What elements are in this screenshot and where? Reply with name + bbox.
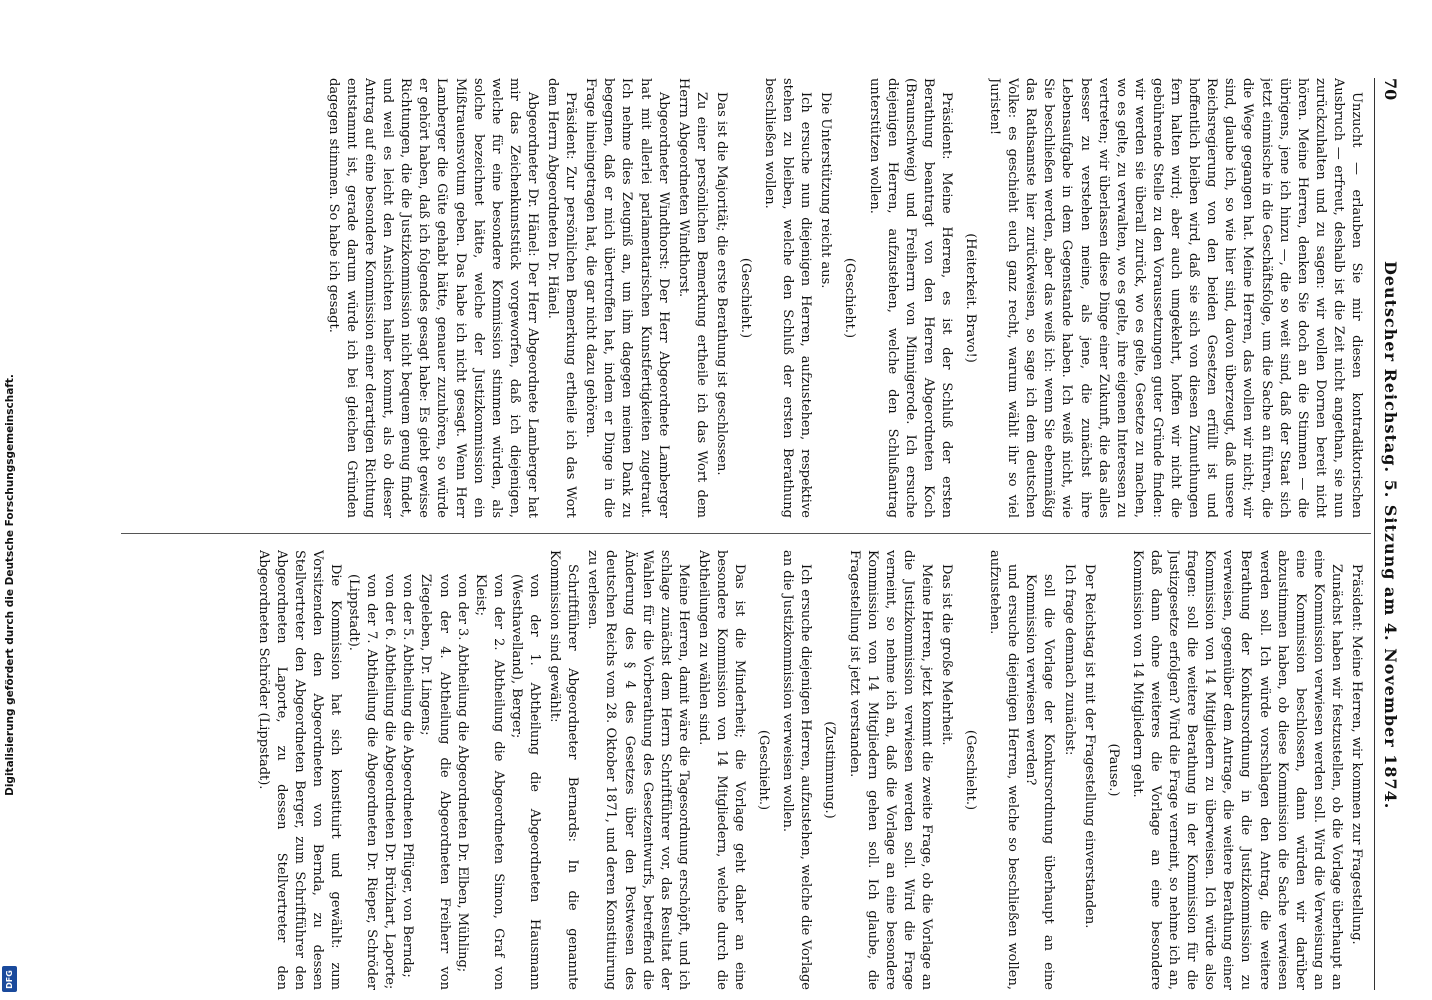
list-item: von der 6. Abtheilung die Abgeordneten Dr. Brüzhart, Laporte; — [382, 574, 398, 990]
paragraph: Meine Herren, damit wäre die Tagesordnung erschöpft, und ich schlage zunächst dem Herrn Schriftführer vor, das Resultat der Wahlen für die Vorberathung des Gesetzentwurfs, betreffend die Änderung des § 4 des Gesetzes über den Postwesen des deutschen Reichs vom 28. Oktober 1871, und deren Konstituirung zu verlesen. — [585, 550, 691, 990]
paragraph: Zunächst haben wir festzustellen, ob die Vorlage überhaupt an eine Kommission verwiesen werden soll. Wird die Verweisung an eine Kommission beschlossen, dann würden wir darüber abzustimmen haben, ob diese Kommission die Sache verwiesen werden soll. Ich würde vorschlagen den Antrag, die weitere Berathung der Konkursordnung in die Justizkommission zu verweisen, gegenüber dem Antrage, die weitere Berathung einer Kommission von 14 Mitgliedern zu überweisen. Ich würde also fragen: soll die weitere Berathung in der Kommission für die Justizgesetze erfolgen? Wird die Frage verneint, so nehme ich an, daß dann ohne weiteres die Vorlage an eine besondere Kommission von 14 Mitgliedern geht. — [1129, 550, 1344, 990]
left-column — [130, 78, 1365, 518]
paragraph: Ich ersuche diejenigen Herren, aufzustehen, welche die Vorlage an die Justizkommission verweisen wollen. — [780, 550, 814, 990]
list-item: von der 2. Abtheilung die Abgeordneten Simon, Graf von Kleist; — [472, 574, 506, 990]
paragraph: Zu einer persönlichen Bemerkung ertheile ich das Wort dem Herrn Abgeordneten Windthorst. — [675, 78, 709, 518]
stage-direction: (Zustimmung.) — [822, 721, 838, 819]
stage-direction: (Geschieht.) — [842, 257, 858, 339]
paragraph: Meine Herren, jetzt kommt die zweite Frage, ob die Vorlage an die Justizkommission verwiesen werden soll. Wird die Frage verneint, so nehme ich an, daß die Vorlage an eine besondere Kommission von 14 Mitgliedern gehen soll. Ich glaube, die Fragestellung ist jetzt verstanden. — [846, 550, 934, 990]
list-item: von der 4. Abtheilung die Abgeordneten Freiherr von Ziegeleben, Dr. Lingens; — [418, 574, 452, 990]
paragraph: Unzucht — erlauben Sie mir diesen kontradiktorischen Ausbruch — erfreut, deshalb ist die Zeit nicht angethan, sie nun zurückzuhalten und zu sagen: wir wollen Dornen bereit nicht hören. Meine Herren, denken Sie doch an die Stimmen — die übrigens, jene ich hinzu —, die so weit sind, daß der Staat sich jetzt einmische in die Geschäftsfolge, um die Sache an führen, die die Wege gegangen hat. Meine Herren, das wollen wir nicht; wir sind, glaube ich, so wie hier sind, davon überzeugt, daß unsere Reichsregierung von den beiden Gesetzen erfüllt ist und hoffentlich bleiben wird, daß sie sich von diesen Zumuthungen fern halten wird; aber auch umgekehrt, hoffen wir nicht die gebührende Stelle zu den Voraussetzungen guter Gründe finden: wir werden sie überall zurück, wo es gelte, Gesetze zu machen, wo es gelte, zu verwalten, wo es gelte, ihre eigenen Interessen zu vertreten; wir überlassen diese Dinge einer Zukunft, die das alles besser zu verstehen meine, als jene, die zunächst ihre Lebensaufgabe in dem Gegenstande haben. Ich weiß nicht, wie Sie beschließen werden, aber das weiß ich: wenn Sie ebenmäßig das Rathsamste hier zurückweisen, so sage ich dem deutschen Volke: es geschieht euch ganz recht, warum wählt ihr so viel Juristen! — [987, 78, 1364, 518]
page-header — [1374, 78, 1407, 990]
list-item: soll die Vorlage der Konkursordnung überhaupt an eine Kommission verwiesen werden? — [1023, 574, 1057, 990]
digitization-credit: Digitalisierung gefördert durch die Deutsche Forschungsgemeinschaft. — [4, 374, 16, 796]
list-item: von der 5. Abtheilung die Abgeordneten Pflüger, von Bernda; — [400, 574, 416, 978]
dfg-logo — [2, 966, 17, 992]
list-item: von der 1. Abtheilung die Abgeordneten Hausmann (Westhavelland), Berger; — [508, 574, 543, 990]
stage-direction: (Geschieht.) — [756, 729, 772, 811]
stage-direction: (Pause.) — [1105, 743, 1121, 797]
paragraph: Das ist die große Mehrheit. — [939, 564, 955, 746]
paragraph: Präsident: Meine Herren, wir kommen zur Fragestellung. — [1349, 564, 1364, 945]
paragraph: Präsident: Zur persönlichen Bemerkung ertheile ich das Wort dem Herrn Abgeordneten Dr. Hänel. — [545, 78, 579, 518]
paragraph: Abgeordneter Dr. Hänel: Der Herr Abgeordnete Lamberger hat mir das Zeichenkunststück vorgeworfen, daß ich diejenigen, welche für eine besondere Kommission stimmen würden, als solche bezeichnet hätte, welche der Justizkommission ein Mißtrauensvotum geben. Das habe ich nicht gesagt. Wenn Herr Lamberger die Güte gehabt hätte, genauer zuzuhören, so würde er gehört haben, daß ich folgendes gesagt habe: Es giebt gewisse Richtungen, die die Justizkommission nicht bequem genug findet, und weil es leicht den Ansichten halber kommt, als ob dieser Antrag auf eine besondere Kommission einer derartigen Richtung entstammt ist, gerade darum würde ich bei gleichen Gründen dagegen stimmen. So habe ich gesagt. — [325, 78, 540, 518]
column-divider — [121, 533, 1371, 534]
list-item: von der 7. Abtheilung die Abgeordneten Dr. Rieper, Schröder (Lippstadt). — [346, 574, 380, 990]
paragraph: Ich ersuche nun diejenigen Herren, aufzustehen, respektive stehen zu bleiben, welche den Schluß der ersten Berathung beschließen wollen. — [762, 78, 814, 518]
stage-direction: (Geschieht.) — [963, 729, 979, 811]
credit-strip — [0, 0, 20, 1000]
paragraph: Präsident: Meine Herren, es ist der Schluß der ersten Berathung beantragt von den Herren Abgeordneten Koch (Braunschweig) und Freiherrn von Minnigerode. Ich ersuche diejenigen Herren, aufzustehen, welche den Schlußantrag unterstützen wollen. — [866, 78, 954, 518]
paragraph: Die Unterstützung reicht aus. — [818, 92, 834, 289]
stage-direction: (Geschieht.) — [738, 257, 753, 339]
right-column — [130, 550, 1365, 990]
paragraph: und ersuche diejenigen Herren, welche so beschließen wollen, aufzustehen. — [987, 550, 1021, 990]
page-title: Deutscher Reichstag. 5. Sitzung am 4. November 1874. — [1381, 260, 1401, 810]
list-item: von der 3. Abtheilung die Abgeordneten Dr. Elben, Mühling; — [454, 574, 470, 973]
dfg-logo-text: DFG — [5, 969, 15, 989]
paragraph: Schriftführer Abgeordneter Bernards: In die genannte Kommission sind gewählt: — [547, 550, 581, 990]
paragraph: Abgeordneter Windthorst: Der Herr Abgeordnete Lamberger hat mit allerlei parlamentarischen Kunstfertigkeiten zugetraut. Ich nehme dies Zeugniß an, um ihm dagegen meinen Dank zu begegnen, daß er mich übertroffen hat, indem er Dinge in die Frage hineingetragen hat, die gar nicht dazu gehören. — [583, 78, 671, 518]
paragraph: Der Reichstag ist mit der Fragestellung einverstanden. — [1081, 564, 1097, 929]
paragraph: Das ist die Minderheit; die Vorlage geht daher an eine besondere Kommission von 14 Mitgliedern, welche durch die Abtheilungen zu wählen sind. — [695, 550, 748, 990]
paragraph: Das ist die Majorität; die erste Berathung ist geschlossen. — [713, 92, 729, 476]
paragraph: Die Kommission hat sich konstituirt und gewählt: zum Vorsitzenden den Abgeordneten von Bernda, zu dessen Stellvertreter den Abgeordneten Berger, zum Schriftführer den Abgeordneten Laporte, zu dessen Stellvertreter den Abgeordneten Schröder (Lippstadt). — [255, 550, 344, 990]
stage-direction: (Heiterkeit. Bravo!) — [963, 233, 979, 363]
page-number: 70 — [1381, 78, 1401, 101]
paragraph: Ich frage demnach zunächst: — [1061, 564, 1077, 756]
newspaper-page — [114, 78, 1407, 990]
